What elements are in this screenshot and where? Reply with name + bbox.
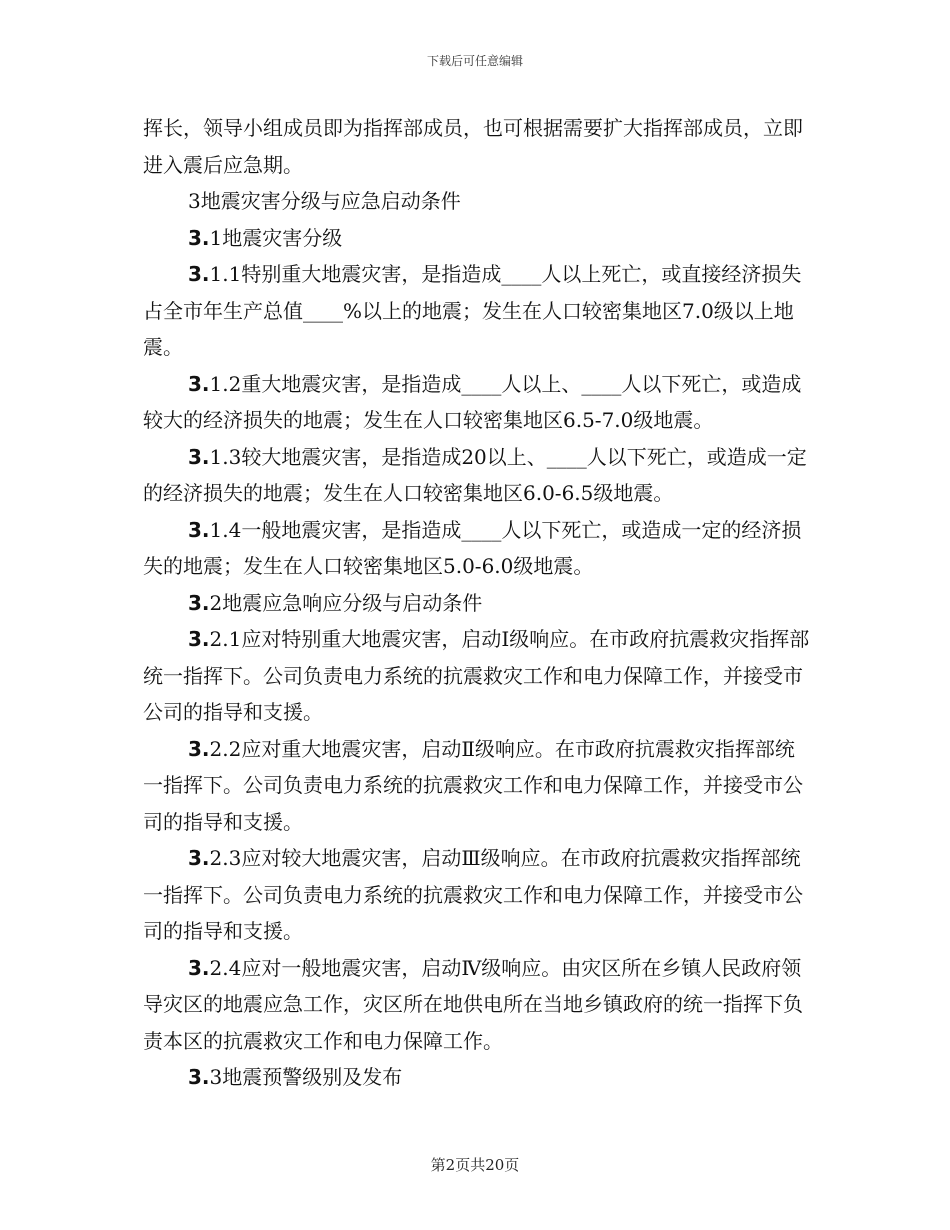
document-body [143, 110, 811, 1096]
paragraph-3-2-3: 3.2.3应对较大地震灾害，启动Ⅲ级响应。在市政府抗震救灾指挥部统一指挥下。公司负责电力系统的抗震救灾工作和电力保障工作，并接受市公司的指导和支援。 [143, 846, 803, 943]
page-footer: 第2页共20页 [430, 1156, 520, 1174]
paragraph-3-1-2: 3.1.2重大地震灾害，是指造成____人以上、____人以下死亡，或造成较大的经济损失的地震；发生在人口较密集地区6.5-7.0级地震。 [143, 371, 802, 432]
paragraph-1: 挥长，领导小组成员即为指挥部成员，也可根据需要扩大指挥部成员，立即进入震后应急期。 [143, 116, 803, 177]
paragraph-3-2-2: 3.2.2应对重大地震灾害，启动Ⅱ级响应。在市政府抗震救灾指挥部统一指挥下。公司负责电力系统的抗震救灾工作和电力保障工作，并接受市公司的指导和支援。 [143, 736, 803, 834]
page-header: 下载后可任意编辑 [426, 54, 523, 68]
section-heading-3-2: 3.2地震应急响应分级与启动条件 [188, 590, 483, 615]
paragraph-3-1-4: 3.1.4一般地震灾害，是指造成____人以下死亡，或造成一定的经济损失的地震；发生在人口较密集地区5.0-6.0级地震。 [143, 517, 802, 578]
section-heading-3: 3地震灾害分级与应急启动条件 [188, 189, 461, 213]
paragraph-3-2-1: 3.2.1应对特别重大地震灾害，启动Ⅰ级响应。在市政府抗震救灾指挥部统一指挥下。公司负责电力系统的抗震救灾工作和电力保障工作，并接受市公司的指导和支援。 [143, 627, 810, 724]
paragraph-3-2-4: 3.2.4应对一般地震灾害，启动Ⅳ级响应。由灾区所在乡镇人民政府领导灾区的地震应急工作，灾区所在地供电所在当地乡镇政府的统一指挥下负责本区的抗震救灾工作和电力保障工作。 [143, 955, 803, 1053]
section-heading-3-3: 3.3地震预警级别及发布 [188, 1065, 403, 1089]
paragraph-3-1-1: 3.1.1特别重大地震灾害，是指造成____人以上死亡，或直接经济损失占全市年生产总值____%以上的地震；发生在人口较密集地区7.0级以上地震。 [143, 262, 802, 359]
paragraph-3-1-3: 3.1.3较大地震灾害，是指造成20以上、____人以下死亡，或造成一定的经济损失的地震；发生在人口较密集地区6.0-6.5级地震。 [143, 444, 807, 505]
section-heading-3-1: 3.1地震灾害分级 [188, 225, 343, 250]
